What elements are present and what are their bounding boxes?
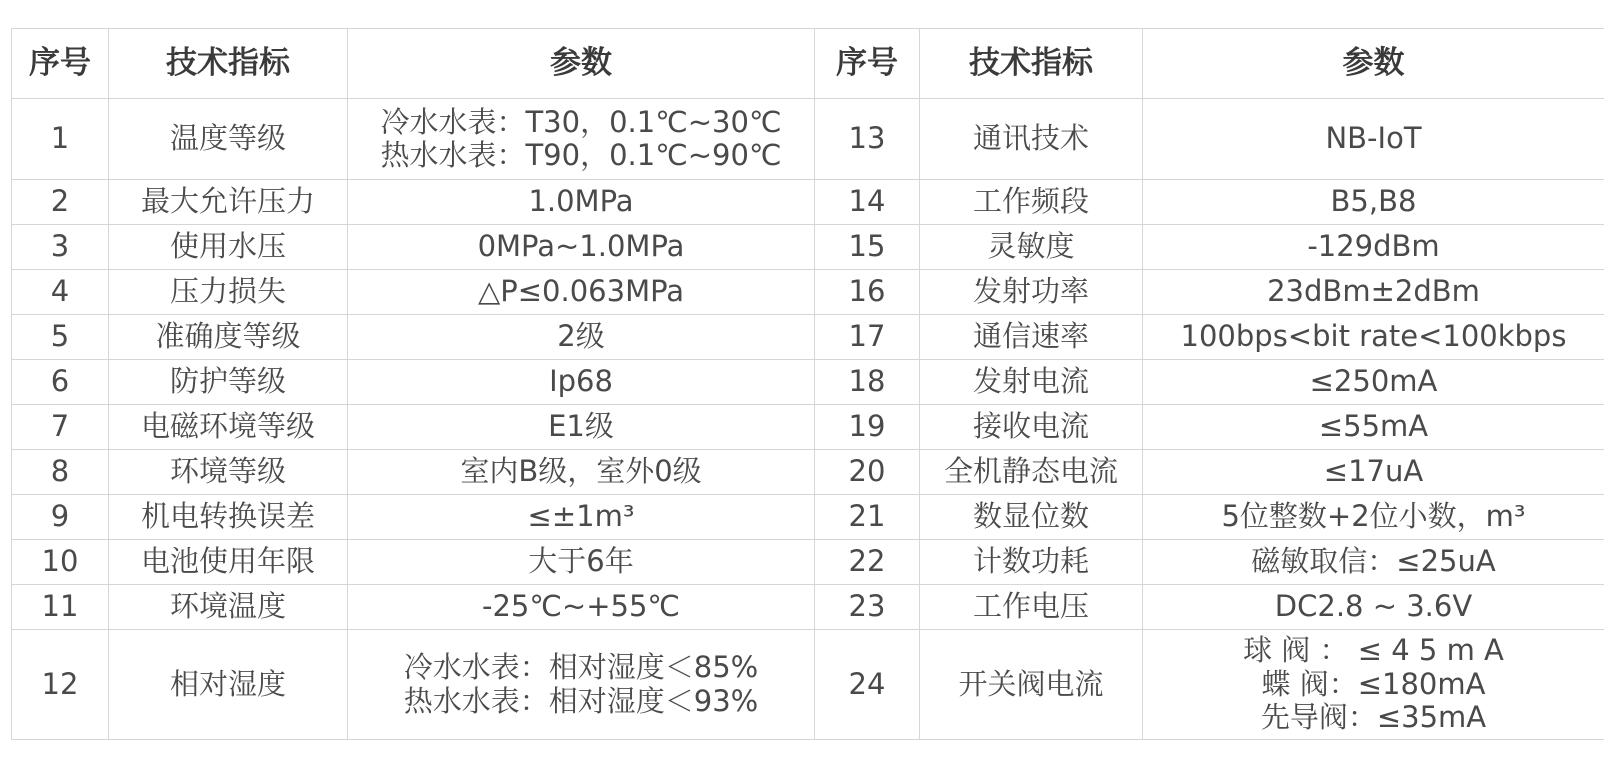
param-value-right xyxy=(1143,180,1604,225)
table-row xyxy=(12,99,1604,180)
param-value-line: E1级 xyxy=(548,409,614,444)
indicator-name-left: 使用水压 xyxy=(109,225,348,270)
param-value-left xyxy=(348,495,815,540)
indicator-name-left: 准确度等级 xyxy=(109,315,348,360)
table-row xyxy=(12,180,1604,225)
param-value-line: B5,B8 xyxy=(1330,184,1417,219)
param-value-right xyxy=(1143,540,1604,585)
param-value-line: -129dBm xyxy=(1307,229,1440,264)
param-value-line: ≤55mA xyxy=(1318,409,1429,444)
table-row xyxy=(12,495,1604,540)
row-number-left: 1 xyxy=(12,99,109,180)
table-row xyxy=(12,225,1604,270)
indicator-name-right: 通信速率 xyxy=(920,315,1143,360)
param-value-right xyxy=(1143,99,1604,180)
param-value-line: NB-IoT xyxy=(1325,121,1422,156)
param-value-line: 蝶 阀：≤180mA xyxy=(1261,666,1486,701)
table-row xyxy=(12,585,1604,630)
param-value-right xyxy=(1143,405,1604,450)
indicator-name-left: 压力损失 xyxy=(109,270,348,315)
row-number-right: 14 xyxy=(815,180,920,225)
spec-table xyxy=(11,28,1604,740)
param-value-line: 冷水水表：相对湿度＜85% xyxy=(403,650,759,685)
param-value-left xyxy=(348,99,815,180)
indicator-name-right: 工作电压 xyxy=(920,585,1143,630)
row-number-right: 19 xyxy=(815,405,920,450)
indicator-name-left: 电池使用年限 xyxy=(109,540,348,585)
indicator-name-right: 通讯技术 xyxy=(920,99,1143,180)
param-value-line: 磁敏取信：≤25uA xyxy=(1251,544,1496,579)
table-row xyxy=(12,315,1604,360)
row-number-left: 8 xyxy=(12,450,109,495)
row-number-left: 12 xyxy=(12,630,109,740)
param-value-left xyxy=(348,270,815,315)
param-value-line: 5位整数+2位小数，m³ xyxy=(1221,499,1526,534)
indicator-name-left: 电磁环境等级 xyxy=(109,405,348,450)
table-row xyxy=(12,405,1604,450)
table-row xyxy=(12,630,1604,740)
indicator-name-right: 开关阀电流 xyxy=(920,630,1143,740)
param-value-line: ≤17uA xyxy=(1323,454,1424,489)
table-row xyxy=(12,540,1604,585)
param-value-right xyxy=(1143,270,1604,315)
param-value-line: ≤±1m³ xyxy=(527,499,635,534)
table-row xyxy=(12,450,1604,495)
row-number-right: 13 xyxy=(815,99,920,180)
row-number-left: 10 xyxy=(12,540,109,585)
indicator-name-right: 全机静态电流 xyxy=(920,450,1143,495)
row-number-left: 7 xyxy=(12,405,109,450)
param-value-right xyxy=(1143,495,1604,540)
param-value-left xyxy=(348,630,815,740)
indicator-name-left: 机电转换误差 xyxy=(109,495,348,540)
header-indicator-left: 技术指标 xyxy=(109,29,348,99)
row-number-right: 18 xyxy=(815,360,920,405)
indicator-name-right: 数显位数 xyxy=(920,495,1143,540)
row-number-left: 11 xyxy=(12,585,109,630)
row-number-right: 21 xyxy=(815,495,920,540)
param-value-line: 100bps<bit rate<100kbps xyxy=(1180,319,1567,354)
param-value-line: 室内B级，室外0级 xyxy=(460,454,702,489)
indicator-name-right: 灵敏度 xyxy=(920,225,1143,270)
indicator-name-right: 发射电流 xyxy=(920,360,1143,405)
row-number-right: 20 xyxy=(815,450,920,495)
table-header-row xyxy=(12,29,1604,99)
param-value-line: Ip68 xyxy=(549,364,613,399)
row-number-left: 6 xyxy=(12,360,109,405)
row-number-right: 23 xyxy=(815,585,920,630)
table-row xyxy=(12,360,1604,405)
param-value-right xyxy=(1143,315,1604,360)
param-value-right xyxy=(1143,585,1604,630)
param-value-line: 大于6年 xyxy=(528,544,634,579)
param-value-left xyxy=(348,225,815,270)
param-value-line: 热水水表：相对湿度＜93% xyxy=(403,683,759,718)
header-no-right: 序号 xyxy=(815,29,920,99)
row-number-left: 3 xyxy=(12,225,109,270)
indicator-name-right: 计数功耗 xyxy=(920,540,1143,585)
header-indicator-right: 技术指标 xyxy=(920,29,1143,99)
param-value-line: 2级 xyxy=(557,319,605,354)
param-value-right xyxy=(1143,360,1604,405)
param-value-left xyxy=(348,540,815,585)
param-value-left xyxy=(348,405,815,450)
param-value-line: 0MPa~1.0MPa xyxy=(477,229,685,264)
table-row xyxy=(12,270,1604,315)
indicator-name-right: 工作频段 xyxy=(920,180,1143,225)
param-value-line: △P≤0.063MPa xyxy=(477,274,685,309)
indicator-name-left: 环境等级 xyxy=(109,450,348,495)
spec-table-container xyxy=(11,28,1604,740)
header-no-left: 序号 xyxy=(12,29,109,99)
param-value-line: 冷水水表：T30，0.1℃~30℃ xyxy=(380,104,782,139)
param-value-right xyxy=(1143,630,1604,740)
header-param-right: 参数 xyxy=(1143,29,1604,99)
param-value-right xyxy=(1143,450,1604,495)
header-param-left: 参数 xyxy=(348,29,815,99)
param-value-line: 1.0MPa xyxy=(528,184,634,219)
param-value-line: 球 阀 ： ≤ 4 5 m A xyxy=(1243,633,1504,668)
indicator-name-left: 相对湿度 xyxy=(109,630,348,740)
param-value-line: ≤250mA xyxy=(1309,364,1438,399)
row-number-right: 17 xyxy=(815,315,920,360)
param-value-line: 先导阀：≤35mA xyxy=(1260,700,1487,735)
row-number-right: 22 xyxy=(815,540,920,585)
row-number-left: 2 xyxy=(12,180,109,225)
param-value-line: -25℃~+55℃ xyxy=(481,589,680,624)
row-number-left: 4 xyxy=(12,270,109,315)
param-value-right xyxy=(1143,225,1604,270)
spec-table-body xyxy=(12,99,1604,740)
param-value-left xyxy=(348,585,815,630)
indicator-name-left: 环境温度 xyxy=(109,585,348,630)
param-value-line: 23dBm±2dBm xyxy=(1267,274,1480,309)
row-number-right: 16 xyxy=(815,270,920,315)
indicator-name-right: 接收电流 xyxy=(920,405,1143,450)
row-number-right: 24 xyxy=(815,630,920,740)
param-value-left xyxy=(348,180,815,225)
indicator-name-right: 发射功率 xyxy=(920,270,1143,315)
indicator-name-left: 防护等级 xyxy=(109,360,348,405)
row-number-right: 15 xyxy=(815,225,920,270)
param-value-line: 热水水表：T90，0.1℃~90℃ xyxy=(380,138,782,172)
row-number-left: 5 xyxy=(12,315,109,360)
param-value-line: DC2.8 ~ 3.6V xyxy=(1274,589,1473,624)
param-value-left xyxy=(348,315,815,360)
indicator-name-left: 温度等级 xyxy=(109,99,348,180)
row-number-left: 9 xyxy=(12,495,109,540)
param-value-left xyxy=(348,360,815,405)
indicator-name-left: 最大允许压力 xyxy=(109,180,348,225)
param-value-left xyxy=(348,450,815,495)
